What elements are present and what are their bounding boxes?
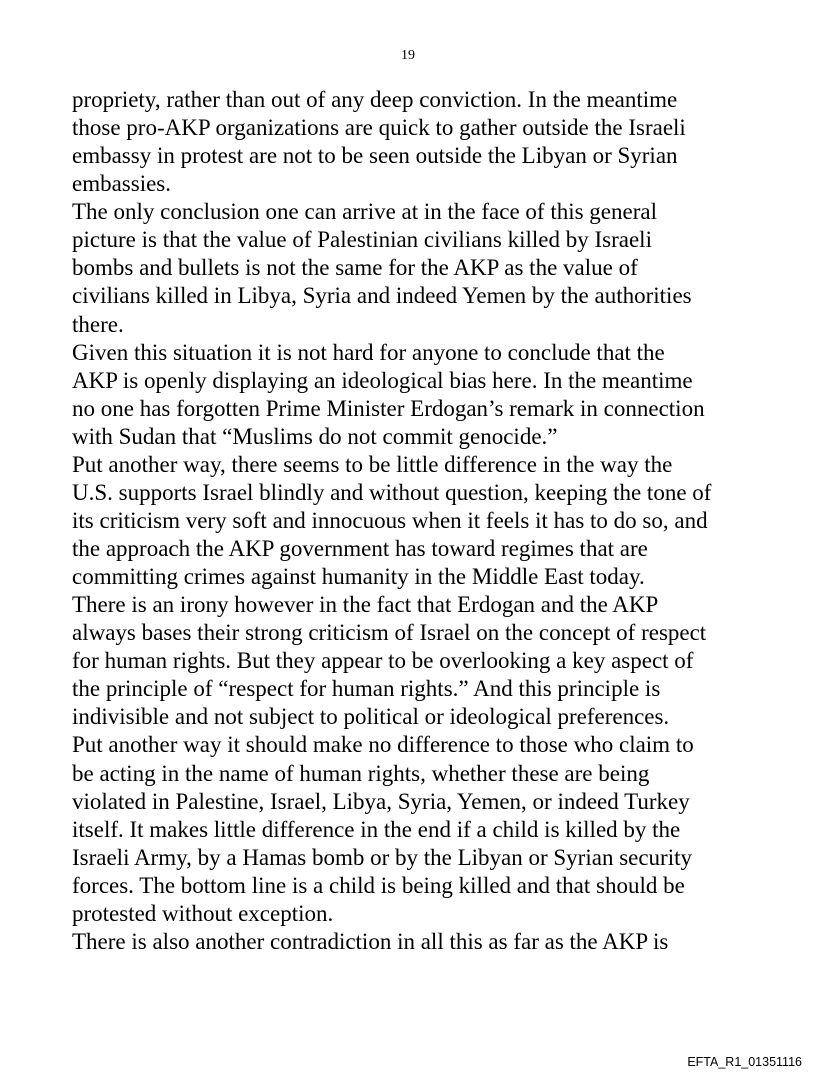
page-number: 19 [401, 48, 415, 63]
text-line: violated in Palestine, Israel, Libya, Syria, Yemen, or indeed Turkey [72, 788, 690, 814]
text-line: U.S. supports Israel blindly and without question, keeping the tone of [72, 479, 712, 505]
text-line: bombs and bullets is not the same for the AKP as the value of [72, 255, 638, 281]
document-id-footer: EFTA_R1_01351116 [687, 1055, 802, 1069]
text-line: indivisible and not subject to political or ideological preferences. [72, 704, 670, 730]
text-line: with Sudan that “Muslims do not commit genocide.” [72, 423, 558, 449]
text-line: Israeli Army, by a Hamas bomb or by the Libyan or Syrian security [72, 844, 693, 870]
text-line: propriety, rather than out of any deep conviction. In the meantime [72, 87, 678, 112]
text-line: no one has forgotten Prime Minister Erdogan’s remark in connection [72, 395, 705, 421]
text-line: The only conclusion one can arrive at in the face of this general [72, 199, 657, 225]
text-line: those pro-AKP organizations are quick to gather outside the Israeli [72, 115, 686, 141]
text-line: Put another way it should make no difference to those who claim to [72, 732, 694, 758]
text-line: picture is that the value of Palestinian civilians killed by Israeli [72, 227, 652, 253]
text-line: AKP is openly displaying an ideological bias here. In the meantime [72, 367, 693, 393]
text-line: There is also another contradiction in all this as far as the AKP is [72, 928, 669, 954]
text-line: protested without exception. [72, 900, 334, 926]
text-line: the principle of “respect for human rights.” And this principle is [72, 676, 661, 702]
text-line: embassies. [72, 171, 172, 197]
text-line: There is an irony however in the fact that Erdogan and the AKP [72, 592, 659, 618]
text-line: its criticism very soft and innocuous when it feels it has to do so, and [72, 507, 708, 533]
text-line: be acting in the name of human rights, whether these are being [72, 760, 650, 786]
text-line: itself. It makes little difference in the end if a child is killed by the [72, 816, 681, 842]
body-text [72, 86, 812, 956]
text-line: forces. The bottom line is a child is being killed and that should be [72, 872, 685, 898]
text-line: civilians killed in Libya, Syria and indeed Yemen by the authorities [72, 283, 692, 309]
text-line: there. [72, 311, 124, 337]
text-line: the approach the AKP government has toward regimes that are [72, 536, 648, 561]
text-line: always bases their strong criticism of Israel on the concept of respect [72, 620, 707, 646]
text-line: Put another way, there seems to be little difference in the way the [72, 451, 673, 477]
text-line: for human rights. But they appear to be overlooking a key aspect of [72, 648, 694, 674]
text-line: embassy in protest are not to be seen outside the Libyan or Syrian [72, 143, 678, 169]
text-line: committing crimes against humanity in the Middle East today. [72, 564, 645, 590]
text-line: Given this situation it is not hard for anyone to conclude that the [72, 339, 665, 365]
